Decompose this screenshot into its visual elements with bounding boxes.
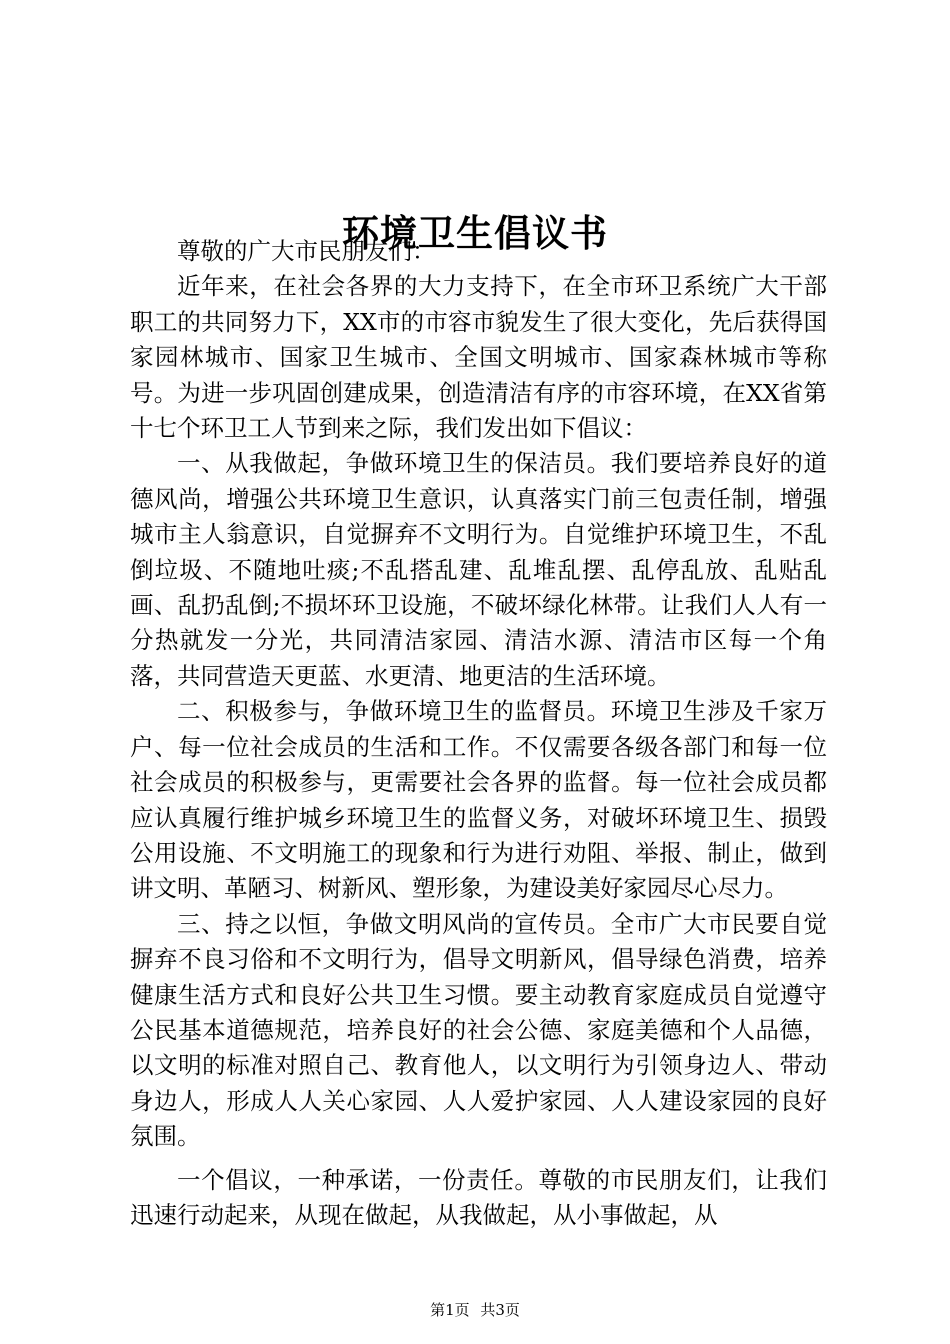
page-total: 共3页 <box>480 1301 520 1319</box>
paragraph-point-3: 三、持之以恒，争做文明风尚的宣传员。全市广大市民要自觉摒弃不良习俗和不文明行为，倡导文明新风，倡导绿色消费，培养健康生活方式和良好公共卫生习惯。要主动教育家庭成员自觉遵守公民基本道德规范，培养良好的社会公德、家庭美德和个人品德，以文明的标准对照自己、教育他人，以文明行为引领身边人、带动身边人，形成人人关心家园、人人爱护家园、人人建设家园的良好氛围。 <box>130 909 827 1151</box>
page-number: 第1页 <box>430 1301 470 1319</box>
paragraph-closing: 一个倡议，一种承诺，一份责任。尊敬的市民朋友们，让我们迅速行动起来，从现在做起，从我做起，从小事做起，从 <box>130 1165 827 1229</box>
document-body <box>130 234 827 1233</box>
page-footer <box>0 1300 950 1320</box>
paragraph-point-1: 一、从我做起，争做环境卫生的保洁员。我们要培养良好的道德风尚，增强公共环境卫生意识，认真落实门前三包责任制，增强城市主人翁意识，自觉摒弃不文明行为。自觉维护环境卫生，不乱倒垃圾、不随地吐痰;不乱搭乱建、乱堆乱摆、乱停乱放、乱贴乱画、乱扔乱倒;不损坏环卫设施，不破坏绿化林带。让我们人人有一分热就发一分光，共同清洁家园、清洁水源、清洁市区每一个角落，共同营造天更蓝、水更清、地更洁的生活环境。 <box>130 449 827 690</box>
document-title: 环境卫生倡议书 <box>342 210 608 255</box>
paragraph-intro: 近年来，在社会各界的大力支持下，在全市环卫系统广大干部职工的共同努力下，XX市的市容市貌发生了很大变化，先后获得国家园林城市、国家卫生城市、全国文明城市、国家森林城市等称号。为进一步巩固创建成果，创造清洁有序的市容环境，在XX省第十七个环卫工人节到来之际，我们发出如下倡议： <box>130 272 827 443</box>
paragraph-point-2: 二、积极参与，争做环境卫生的监督员。环境卫生涉及千家万户、每一位社会成员的生活和工作。不仅需要各级各部门和每一位社会成员的积极参与，更需要社会各界的监督。每一位社会成员都应认真履行维护城乡环境卫生的监督义务，对破坏环境卫生、损毁公用设施、不文明施工的现象和行为进行劝阻、举报、制止，做到讲文明、革陋习、树新风、塑形象，为建设美好家园尽心尽力。 <box>130 697 827 903</box>
paragraph-greeting: 尊敬的广大市民朋友们： <box>177 237 436 265</box>
